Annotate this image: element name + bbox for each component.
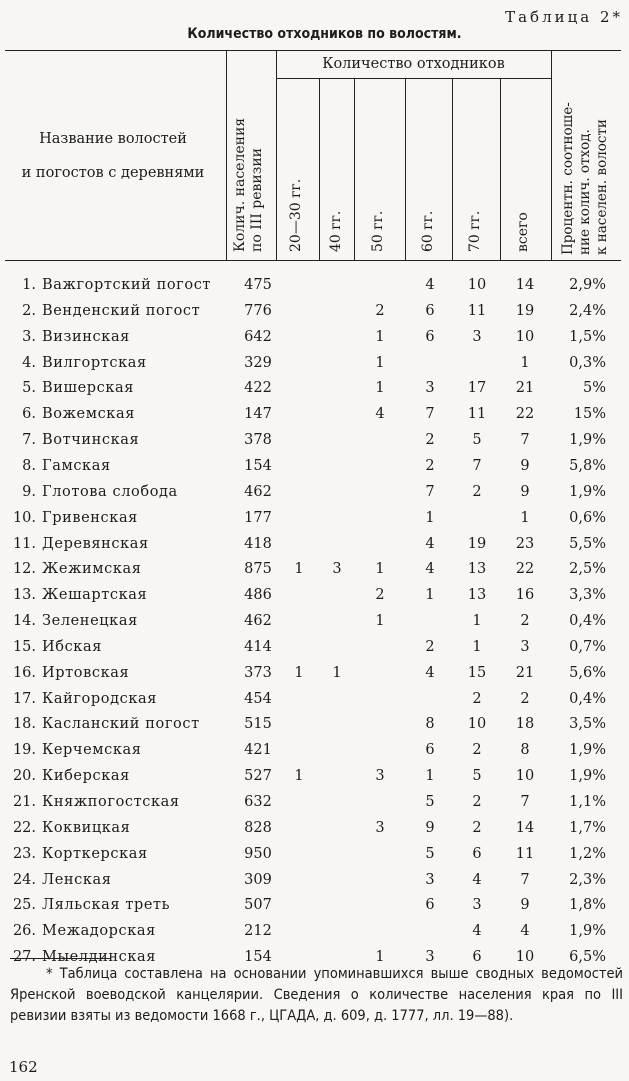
count-total-cell: 1 [520,354,530,371]
count-60-cell: 6 [425,742,435,759]
percent-cell: 5% [582,380,606,397]
count-60-cell: 4 [425,664,435,681]
percent-cell: 0,6% [569,509,606,526]
count-60-cell: 2 [425,432,435,449]
row-index: 14. [12,613,36,630]
count-60-cell: 4 [425,561,435,578]
population-cell: 507 [244,897,272,914]
count-total-cell: 19 [515,302,535,319]
count-70-cell: 5 [472,432,482,449]
district-name: Визинская [42,328,130,345]
percent-cell: 5,5% [569,535,606,552]
count-70-cell: 10 [467,277,487,293]
count-total-cell: 18 [515,716,535,733]
count-60-cell: 2 [425,457,435,474]
row-index: 12. [12,561,36,578]
percent-cell: 5,6% [569,664,606,681]
population-cell: 329 [244,354,272,371]
district-name: Важгортский погост [42,277,212,293]
header-percent-line3: к населен. волости [594,119,610,255]
header-period-70: 70 гг. [467,210,483,252]
count-60-cell: 1 [425,509,435,526]
population-cell: 418 [244,535,272,552]
count-70-cell: 10 [467,716,487,733]
table-row [0,923,629,949]
row-index: 22. [12,819,36,836]
district-name: Зеленецкая [42,613,138,630]
header-period-2030: 20—30 гг. [288,178,304,252]
population-cell: 462 [244,613,272,630]
district-name: Жежимская [42,561,142,578]
count-60-cell: 5 [425,794,435,810]
count-50-cell: 1 [375,380,385,397]
count-70-cell: 2 [472,819,482,836]
table-row [0,303,629,329]
row-index: 18. [12,716,36,733]
count-total-cell: 7 [520,794,530,810]
row-index: 8. [22,457,36,474]
district-name: Вишерская [42,380,135,397]
header-period-total: всего [515,212,531,252]
population-cell: 527 [244,768,272,785]
district-name: Гамская [42,457,111,474]
header-percent-line1: Процентн. соотноше- [560,102,576,255]
population-cell: 421 [244,742,272,759]
col-divider [551,50,552,261]
count-total-cell: 2 [520,613,530,630]
count-total-cell: 21 [515,380,535,397]
header-name-line1: Название волостей [39,131,187,147]
footnote: * Таблица составлена на основании упоминавшихся выше сводных ведомостей Яренской воеводской канцелярии. Сведения о количестве населения края по III ревизии взяты из ведомости 1668 г., ЦГАДА, д. 609, д. 1777, лл. 19—88). [10,966,623,1024]
count-50-cell: 2 [375,587,385,604]
table-row [0,846,629,872]
count-total-cell: 7 [520,432,530,449]
population-cell: 309 [244,871,272,888]
table-row [0,484,629,510]
table-row [0,613,629,639]
district-name: Мыелдинская [42,949,157,966]
row-index: 21. [12,794,36,810]
col-divider [452,78,453,261]
row-index: 15. [12,638,36,655]
count-60-cell: 4 [425,535,435,552]
population-cell: 462 [244,483,272,500]
row-index: 20. [12,768,36,785]
count-2030-cell: 1 [294,664,304,681]
col-divider [276,50,277,261]
row-index: 11. [12,535,36,552]
district-name: Княжпогостская [42,794,180,810]
col-divider [319,78,320,261]
col-divider [354,78,355,261]
table-row [0,536,629,562]
header-population [232,118,266,252]
row-index: 25. [12,897,36,914]
count-60-cell: 8 [425,716,435,733]
count-60-cell: 3 [425,949,435,966]
table-row [0,872,629,898]
population-cell: 154 [244,949,272,966]
count-60-cell: 5 [425,845,435,862]
count-70-cell: 3 [472,897,482,914]
percent-cell: 15% [573,406,606,423]
percent-cell: 3,3% [569,587,606,604]
row-index: 13. [12,587,36,604]
table-row [0,277,629,303]
count-total-cell: 4 [520,923,530,940]
count-total-cell: 22 [515,406,535,423]
footnote-rule [10,958,110,959]
table-row [0,665,629,691]
population-cell: 875 [244,561,272,578]
district-name: Гривенская [42,509,138,526]
percent-cell: 1,9% [569,483,606,500]
count-70-cell: 2 [472,690,482,707]
count-total-cell: 14 [515,819,535,836]
table-row [0,820,629,846]
table-row [0,458,629,484]
percent-cell: 1,9% [569,432,606,449]
percent-cell: 2,3% [569,871,606,888]
count-60-cell: 1 [425,587,435,604]
count-60-cell: 3 [425,871,435,888]
count-50-cell: 1 [375,613,385,630]
count-70-cell: 19 [467,535,487,552]
group-rule [276,78,551,79]
table-row [0,716,629,742]
population-cell: 154 [244,457,272,474]
table-label: Таблица 2* [505,8,623,26]
district-name: Венденский погост [42,302,201,319]
count-40-cell: 3 [332,561,342,578]
population-cell: 515 [244,716,272,733]
district-name: Вотчинская [42,432,140,449]
table-row [0,639,629,665]
count-70-cell: 5 [472,768,482,785]
row-index: 6. [22,406,36,423]
population-cell: 422 [244,380,272,397]
percent-cell: 0,4% [569,690,606,707]
count-60-cell: 2 [425,638,435,655]
row-index: 9. [22,483,36,500]
percent-cell: 1,1% [569,794,606,810]
header-period-50: 50 гг. [370,210,386,252]
col-divider [405,78,406,261]
count-70-cell: 6 [472,949,482,966]
table-row [0,329,629,355]
district-name: Жешартская [42,587,148,604]
district-name: Киберская [42,768,130,785]
count-40-cell: 1 [332,664,342,681]
population-cell: 475 [244,277,272,293]
percent-cell: 2,4% [569,302,606,319]
percent-cell: 1,9% [569,742,606,759]
row-index: 5. [22,380,36,397]
population-cell: 147 [244,406,272,423]
count-total-cell: 2 [520,690,530,707]
district-name: Касланский погост [42,716,200,733]
table-row [0,691,629,717]
district-name: Кайгородская [42,690,157,707]
col-divider [226,50,227,261]
count-60-cell: 6 [425,302,435,319]
row-index: 10. [12,509,36,526]
table-row [0,406,629,432]
district-name: Глотова слобода [42,483,178,500]
header-name-line2: и погостов с деревнями [21,165,205,181]
count-70-cell: 15 [467,664,487,681]
count-total-cell: 21 [515,664,535,681]
count-70-cell: 17 [467,380,487,397]
percent-cell: 1,7% [569,819,606,836]
count-70-cell: 2 [472,483,482,500]
district-name: Коквицкая [42,819,131,836]
header-population-line2: по III ревизии [249,147,265,252]
table-row [0,587,629,613]
header-name [0,122,226,190]
percent-cell: 0,4% [569,613,606,630]
population-cell: 212 [244,923,272,940]
district-name: Вилгортская [42,354,147,371]
count-50-cell: 3 [375,819,385,836]
count-total-cell: 10 [515,328,535,345]
count-70-cell: 13 [467,587,487,604]
count-2030-cell: 1 [294,768,304,785]
count-60-cell: 1 [425,768,435,785]
population-cell: 378 [244,432,272,449]
count-total-cell: 1 [520,509,530,526]
row-index: 17. [12,690,36,707]
header-period-60: 60 гг. [420,210,436,252]
count-total-cell: 8 [520,742,530,759]
row-index: 1. [22,277,36,293]
count-50-cell: 1 [375,354,385,371]
district-name: Ляльская треть [42,897,171,914]
count-70-cell: 1 [472,613,482,630]
count-60-cell: 7 [425,406,435,423]
table-row [0,768,629,794]
district-name: Деревянская [42,535,149,552]
row-index: 3. [22,328,36,345]
count-total-cell: 7 [520,871,530,888]
population-cell: 642 [244,328,272,345]
table-row [0,742,629,768]
header-percent [560,102,611,255]
count-70-cell: 2 [472,742,482,759]
table-row [0,897,629,923]
count-total-cell: 22 [515,561,535,578]
district-name: Иртовская [42,664,130,681]
count-60-cell: 6 [425,897,435,914]
row-index: 7. [22,432,36,449]
count-60-cell: 7 [425,483,435,500]
population-cell: 414 [244,638,272,655]
count-total-cell: 11 [515,845,535,862]
count-70-cell: 4 [472,871,482,888]
count-total-cell: 9 [520,897,530,914]
population-cell: 454 [244,690,272,707]
count-70-cell: 11 [467,302,487,319]
row-index: 23. [12,845,36,862]
count-2030-cell: 1 [294,561,304,578]
percent-cell: 1,5% [569,328,606,345]
count-50-cell: 1 [375,561,385,578]
percent-cell: 1,9% [569,923,606,940]
population-cell: 632 [244,794,272,810]
row-index: 19. [12,742,36,759]
table-row [0,561,629,587]
count-50-cell: 4 [375,406,385,423]
district-name: Межадорская [42,923,156,940]
count-60-cell: 9 [425,819,435,836]
count-70-cell: 4 [472,923,482,940]
percent-cell: 6,5% [569,949,606,966]
population-cell: 177 [244,509,272,526]
population-cell: 486 [244,587,272,604]
count-total-cell: 16 [515,587,535,604]
district-name: Ленская [42,871,112,888]
percent-cell: 1,8% [569,897,606,914]
percent-cell: 0,7% [569,638,606,655]
col-divider [500,78,501,261]
header-group: Количество отходников [322,56,505,72]
count-total-cell: 10 [515,768,535,785]
count-50-cell: 3 [375,768,385,785]
count-70-cell: 1 [472,638,482,655]
top-rule [5,50,621,51]
population-cell: 373 [244,664,272,681]
header-population-line1: Колич. населения [232,117,248,252]
count-total-cell: 9 [520,483,530,500]
table-row [0,510,629,536]
percent-cell: 0,3% [569,354,606,371]
count-total-cell: 14 [515,277,535,293]
count-70-cell: 13 [467,561,487,578]
district-name: Вожемская [42,406,135,423]
table-row [0,380,629,406]
row-index: 27. [12,949,36,966]
count-50-cell: 1 [375,328,385,345]
population-cell: 950 [244,845,272,862]
table-title: Количество отходников по волостям. [187,26,462,42]
table-row [0,794,629,820]
district-name: Корткерская [42,845,148,862]
percent-cell: 3,5% [569,716,606,733]
percent-cell: 1,2% [569,845,606,862]
count-total-cell: 3 [520,638,530,655]
count-total-cell: 10 [515,949,535,966]
table-row [0,355,629,381]
population-cell: 828 [244,819,272,836]
row-index: 2. [22,302,36,319]
count-70-cell: 6 [472,845,482,862]
count-70-cell: 11 [467,406,487,423]
population-cell: 776 [244,302,272,319]
row-index: 24. [12,871,36,888]
percent-cell: 2,5% [569,561,606,578]
count-70-cell: 3 [472,328,482,345]
page-number: 162 [9,1058,38,1076]
count-50-cell: 1 [375,949,385,966]
count-70-cell: 7 [472,457,482,474]
header-bottom-rule [5,260,621,261]
header-period-40: 40 гг. [328,210,344,252]
row-index: 4. [22,354,36,371]
count-total-cell: 23 [515,535,535,552]
header-percent-line2: ние колич. отход. [577,129,593,255]
count-60-cell: 3 [425,380,435,397]
count-50-cell: 2 [375,302,385,319]
count-70-cell: 2 [472,794,482,810]
percent-cell: 5,8% [569,457,606,474]
district-name: Керчемская [42,742,142,759]
count-total-cell: 9 [520,457,530,474]
percent-cell: 1,9% [569,768,606,785]
table-row [0,432,629,458]
row-index: 16. [12,664,36,681]
percent-cell: 2,9% [569,277,606,293]
count-60-cell: 6 [425,328,435,345]
count-60-cell: 4 [425,277,435,293]
district-name: Ибская [42,638,102,655]
row-index: 26. [12,923,36,940]
